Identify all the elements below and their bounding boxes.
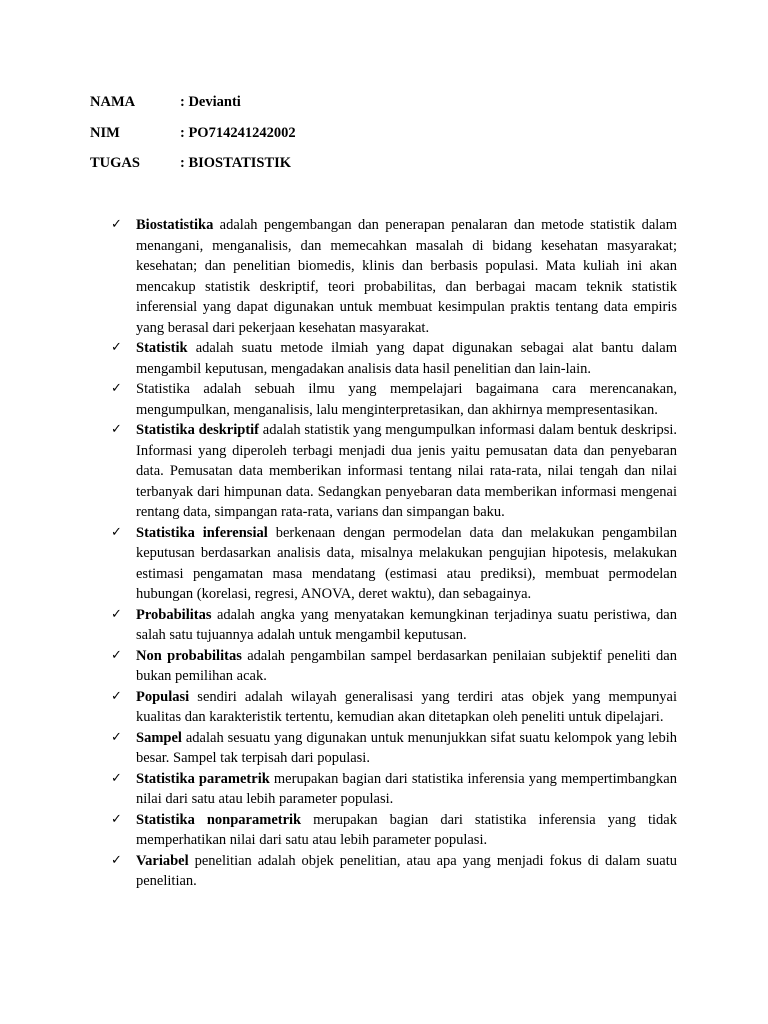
check-mark-icon: ✓ [111,688,122,704]
definition-term: Statistika inferensial [136,524,268,541]
list-item [111,851,677,892]
check-mark-icon: ✓ [111,422,122,437]
nim-row [90,123,690,154]
list-item [111,420,677,523]
task-row [90,153,690,184]
definition-text: merupakan bagian dari statistika inferensia yang mempertimbangkan nilai dari satu atau lebih parameter populasi. [136,770,677,807]
definition-text: penelitian adalah objek penelitian, atau apa yang menjadi fokus di dalam suatu penelitian. [136,852,677,889]
definition-text: adalah sesuatu yang digunakan untuk menunjukkan sifat suatu kelompok yang lebih besar. Sampel tak terpisah dari populasi. [136,729,677,766]
list-item [111,379,677,420]
check-mark-icon: ✓ [111,647,122,663]
list-item [111,728,677,769]
check-mark-icon: ✓ [111,852,122,868]
definition-text: Statistika adalah sebuah ilmu yang mempelajari bagaimana cara merencanakan, mengumpulkan, menganalisis, lalu menginterpretasikan, dan akhirnya mempresentasikan. [136,381,677,418]
definition-text: berkenaan dengan permodelan data dan melakukan pengambilan keputusan berdasarkan analisis data, misalnya melakukan pengujian hipotesis, melakukan estimasi pengamatan masa mendatang (estimasi atau prediksi), membuat permodelan hubungan (korelasi, regresi, ANOVA, deret waktu), dan sebagainya. [136,524,677,602]
definition-text: adalah pengembangan dan penerapan penalaran dan metode statistik dalam menangani, menganalisis, dan memecahkan masalah di bidang kesehatan masyarakat; kesehatan; dan penelitian biomedis, klinis dan berbasis populasi. Mata kuliah ini akan mencakup statistik deskriptif, teori probabilitas, dan berbagai macam teknik statistik inferensial yang dapat digunakan untuk membuat kesimpulan praktis tentang data empiris yang berasal dari pekerjaan kesehatan masyarakat. [136,217,677,336]
definition-text: adalah suatu metode ilmiah yang dapat digunakan sebagai alat bantu dalam mengambil keputusan, mengadakan analisis data hasil penelitian dan lain-lain. [136,340,677,377]
student-info-header [90,92,690,184]
name-row [90,92,690,123]
list-item [111,810,677,851]
check-mark-icon: ✓ [111,340,122,355]
list-item [111,646,677,687]
task-label: TUGAS [90,155,140,171]
check-mark-icon: ✓ [111,217,122,232]
list-item [111,215,677,338]
nim-label: NIM [90,124,120,141]
check-mark-icon: ✓ [111,770,122,786]
name-value: : Devianti [180,94,241,110]
check-mark-icon: ✓ [111,729,122,745]
name-label: NAMA [90,94,136,110]
definition-term: Variabel [136,852,189,869]
task-value: : BIOSTATISTIK [180,155,292,171]
check-mark-icon: ✓ [111,381,122,396]
list-item [111,605,677,646]
definition-term: Statistika deskriptif [136,422,260,438]
list-item [111,338,677,379]
definition-term: Sampel [136,729,182,746]
list-item [111,523,677,605]
definition-term: Non probabilitas [136,647,242,664]
check-mark-icon: ✓ [111,811,122,827]
list-item [111,687,677,728]
definition-term: Populasi [136,688,190,705]
definition-term: Probabilitas [136,606,212,623]
nim-value: : PO714241242002 [180,124,296,141]
definition-text: sendiri adalah wilayah generalisasi yang terdiri atas objek yang mempunyai kualitas dan karakteristik tertentu, kemudian akan ditetapkan oleh peneliti untuk dipelajari. [136,688,677,725]
check-mark-icon: ✓ [111,606,122,622]
definition-text: adalah angka yang menyatakan kemungkinan terjadinya suatu peristiwa, dan salah satu tujuannya adalah untuk mengambil keputusan. [136,606,677,643]
definition-list [111,215,677,892]
check-mark-icon: ✓ [111,524,122,540]
list-item [111,769,677,810]
definition-term: Statistika nonparametrik [136,811,302,828]
definition-text: adalah statistik yang mengumpulkan informasi dalam bentuk deskripsi. Informasi yang diperoleh terbagi menjadi dua jenis yaitu pemusatan data dan penyebaran data. Pemusatan data memberikan informasi tentang nilai rata-rata, nilai tengah dan nilai terbanyak dari himpunan data. Sedangkan penyebaran data memberikan informasi mengenai rentang data, simpangan rata-rata, varians dan simpangan baku. [136,422,677,520]
definition-text: merupakan bagian dari statistika inferensia yang tidak memperhatikan nilai dari satu atau lebih parameter populasi. [136,811,677,848]
definition-term: Biostatistika [136,217,214,233]
definition-text: adalah pengambilan sampel berdasarkan penilaian subjektif peneliti dan bukan pemilihan acak. [136,647,677,684]
definition-term: Statistik [136,340,188,356]
definition-term: Statistika parametrik [136,770,270,787]
